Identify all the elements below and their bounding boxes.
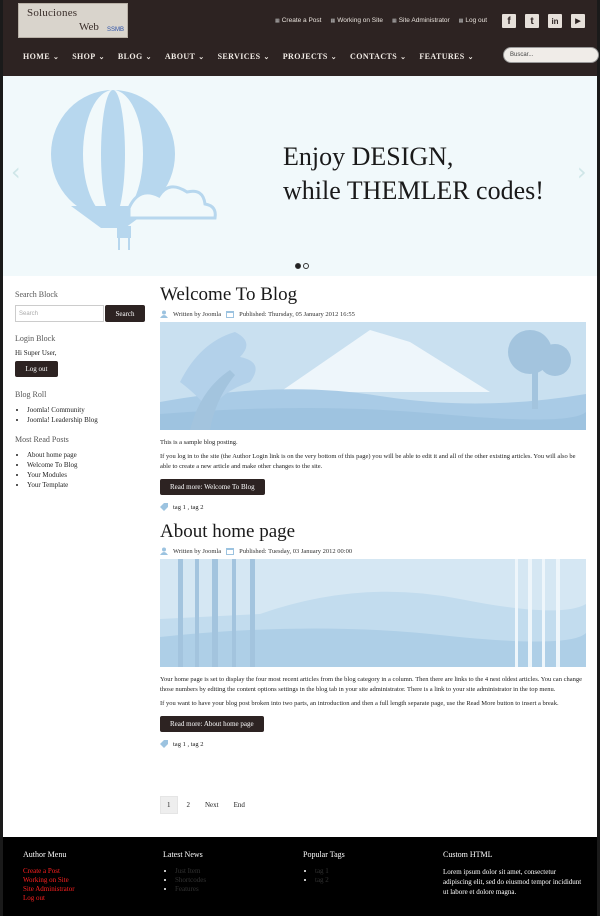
nav-label: PROJECTS (282, 52, 328, 61)
chevron-down-icon: ⌄ (330, 52, 338, 61)
calendar-icon (226, 310, 234, 318)
toplink-site-admin[interactable] (392, 17, 450, 24)
grid-icon: ▦ (391, 17, 397, 24)
footer-tags-title: Popular Tags (303, 850, 345, 859)
calendar-icon (226, 547, 234, 555)
login-greeting: Hi Super User, (15, 349, 57, 357)
post-tags-text[interactable]: tag 1 , tag 2 (173, 503, 204, 511)
nav-services[interactable] (218, 52, 270, 61)
main-nav (23, 52, 487, 61)
linkedin-icon[interactable]: in (548, 14, 562, 28)
post-published: Published: Thursday, 05 January 2012 16:55 (239, 310, 355, 318)
blog-post (160, 521, 586, 748)
toplink-label: Log out (465, 17, 488, 24)
logo-line1: Soluciones (27, 7, 78, 19)
post-author: Written by Joomla (173, 547, 222, 555)
footer-author-link[interactable]: Log out (23, 894, 45, 902)
footer-latest-news (163, 850, 206, 894)
footer-author-link[interactable]: Working on Site (23, 876, 69, 884)
blog-roll-title: Blog Roll (15, 390, 47, 399)
footer-author-title: Author Menu (23, 850, 67, 859)
nav-contacts[interactable] (350, 52, 406, 61)
chevron-down-icon: ⌄ (263, 52, 270, 61)
footer-tag-item[interactable]: • tag 1 (315, 867, 345, 876)
logo-line3: SSMB (107, 27, 125, 33)
slider-line2: while THEMLER codes! (283, 176, 544, 205)
slider-dots (295, 263, 309, 269)
post-paragraph: This is a sample blog posting. (160, 439, 238, 446)
youtube-icon[interactable]: ▶ (571, 14, 585, 28)
most-read-item[interactable]: • Your Template (27, 480, 147, 490)
grid-icon: ▦ (330, 17, 336, 24)
read-more-button[interactable]: Read more: Welcome To Blog (160, 479, 265, 495)
pagination (160, 796, 251, 814)
post-published: Published: Tuesday, 03 January 2012 00:00 (239, 547, 353, 555)
toplink-working-on-site[interactable] (330, 17, 383, 24)
slider-prev-arrow[interactable]: ‹ (11, 158, 21, 186)
post-author: Written by Joomla (173, 310, 222, 318)
blog-roll-list (15, 405, 147, 425)
slider-headline (283, 140, 544, 208)
page-2[interactable]: 2 (186, 801, 190, 809)
nav-blog[interactable] (118, 52, 152, 61)
nav-label: CONTACTS (350, 52, 398, 61)
nav-label: SHOP (72, 52, 96, 61)
sidebar-search-input[interactable]: Search (15, 305, 104, 322)
nav-label: HOME (23, 52, 50, 61)
sidebar-search-button[interactable]: Search (105, 305, 145, 322)
user-icon (160, 547, 168, 555)
footer-news-item[interactable]: • Features (175, 885, 206, 894)
sidebar-search (15, 305, 147, 322)
sidebar (15, 290, 147, 500)
social-links (502, 14, 585, 28)
chevron-down-icon: ⌄ (98, 52, 105, 61)
toplink-label: Working on Site (337, 17, 383, 24)
blog-post (160, 284, 586, 511)
nav-projects[interactable] (283, 52, 337, 61)
facebook-icon[interactable]: f (502, 14, 516, 28)
chevron-down-icon: ⌄ (198, 52, 205, 61)
footer-tag-item[interactable]: • tag 2 (315, 876, 345, 885)
most-read-list (15, 450, 147, 490)
hot-air-balloon-illustration (31, 88, 231, 258)
blog-roll-item[interactable]: • Joomla! Leadership Blog (27, 415, 147, 425)
footer-news-title: Latest News (163, 850, 203, 859)
footer-author-link[interactable]: Site Administrator (23, 885, 75, 893)
search-block-title: Search Block (15, 290, 58, 299)
page-next[interactable]: Next (205, 801, 219, 809)
nav-home[interactable] (23, 52, 59, 61)
slider-dot[interactable] (303, 263, 309, 269)
footer-news-item[interactable]: • Just Item (175, 867, 206, 876)
toplink-label: Create a Post (281, 17, 322, 24)
post-meta (160, 310, 586, 318)
footer-custom-text: Lorem ipsum dolor sit amet, consectetur adipiscing elit, sed do eiusmod tempor incididunt ut labore et dolore magna. (443, 868, 582, 896)
most-read-item[interactable]: • Welcome To Blog (27, 460, 147, 470)
nav-shop[interactable] (72, 52, 105, 61)
twitter-icon[interactable]: t (525, 14, 539, 28)
chevron-down-icon: ⌄ (467, 52, 474, 61)
logout-button[interactable]: Log out (15, 361, 58, 377)
post-paragraph: Your home page is set to display the four most recent articles from the blog category in a column. Then there are links to the 4 nest oldest articles. You can change those numbers by editing the content options settings in the blog tab in your site administrator. There is a link to your site administrator in the top menu. (160, 676, 582, 693)
top-links (275, 17, 487, 24)
chevron-down-icon: ⌄ (400, 52, 407, 61)
tag-icon (160, 740, 168, 748)
nav-about[interactable] (165, 52, 205, 61)
post-title[interactable]: Welcome To Blog (160, 284, 298, 305)
footer-author-link[interactable]: Create a Post (23, 867, 60, 875)
logo-line2: Web (79, 21, 99, 33)
tag-icon (160, 503, 168, 511)
post-image-mountain (160, 322, 586, 430)
chevron-down-icon: ⌄ (145, 52, 152, 61)
site-footer (3, 837, 597, 916)
footer-custom-html (443, 850, 583, 897)
page-1[interactable]: 1 (160, 796, 178, 814)
nav-features[interactable] (419, 52, 474, 61)
footer-custom-title: Custom HTML (443, 850, 493, 859)
site-logo[interactable] (18, 3, 128, 38)
page-end[interactable]: End (233, 801, 245, 809)
hero-slider (3, 76, 597, 276)
post-meta (160, 547, 586, 555)
login-block-title: Login Block (15, 334, 56, 343)
post-title[interactable]: About home page (160, 521, 296, 542)
toplink-create-post[interactable] (275, 17, 321, 24)
grid-icon: ▦ (458, 17, 464, 24)
read-more-button[interactable]: Read more: About home page (160, 716, 264, 732)
footer-author-menu (23, 850, 75, 903)
toplink-logout[interactable] (459, 17, 487, 24)
nav-label: ABOUT (164, 52, 196, 61)
slider-line1: Enjoy DESIGN, (283, 142, 454, 171)
grid-icon: ▦ (275, 17, 280, 24)
post-tags (160, 503, 586, 511)
main-content (160, 284, 586, 758)
most-read-item[interactable]: • About home page (27, 450, 147, 460)
post-image-bamboo (160, 559, 586, 667)
nav-label: FEATURES (419, 52, 465, 61)
post-paragraph: If you log in to the site (the Author Login link is on the very bottom of this page) you will be able to edit it and all of the other existing articles. You will also be able to create a new article and make other changes to the site. (160, 453, 576, 470)
post-tags (160, 740, 586, 748)
nav-label: BLOG (117, 52, 143, 61)
post-paragraph: If you want to have your blog post broken into two parts, an introduction and then a full length separate page, use the Read More button to insert a break. (160, 700, 559, 707)
site-header (3, 0, 597, 76)
toplink-label: Site Administrator (398, 17, 450, 24)
footer-popular-tags (303, 850, 345, 885)
footer-news-item[interactable]: • Shortcodes (175, 876, 206, 885)
chevron-down-icon: ⌄ (52, 52, 60, 61)
user-icon (160, 310, 168, 318)
post-tags-text[interactable]: tag 1 , tag 2 (173, 740, 204, 748)
most-read-item[interactable]: • Your Modules (27, 470, 147, 480)
slider-next-arrow[interactable]: › (577, 158, 587, 186)
blog-roll-item[interactable]: • Joomla! Community (27, 405, 147, 415)
most-read-title: Most Read Posts (15, 435, 69, 444)
nav-label: SERVICES (217, 52, 261, 61)
slider-dot-active[interactable] (295, 263, 301, 269)
header-search-input[interactable]: Buscar... (503, 47, 599, 63)
